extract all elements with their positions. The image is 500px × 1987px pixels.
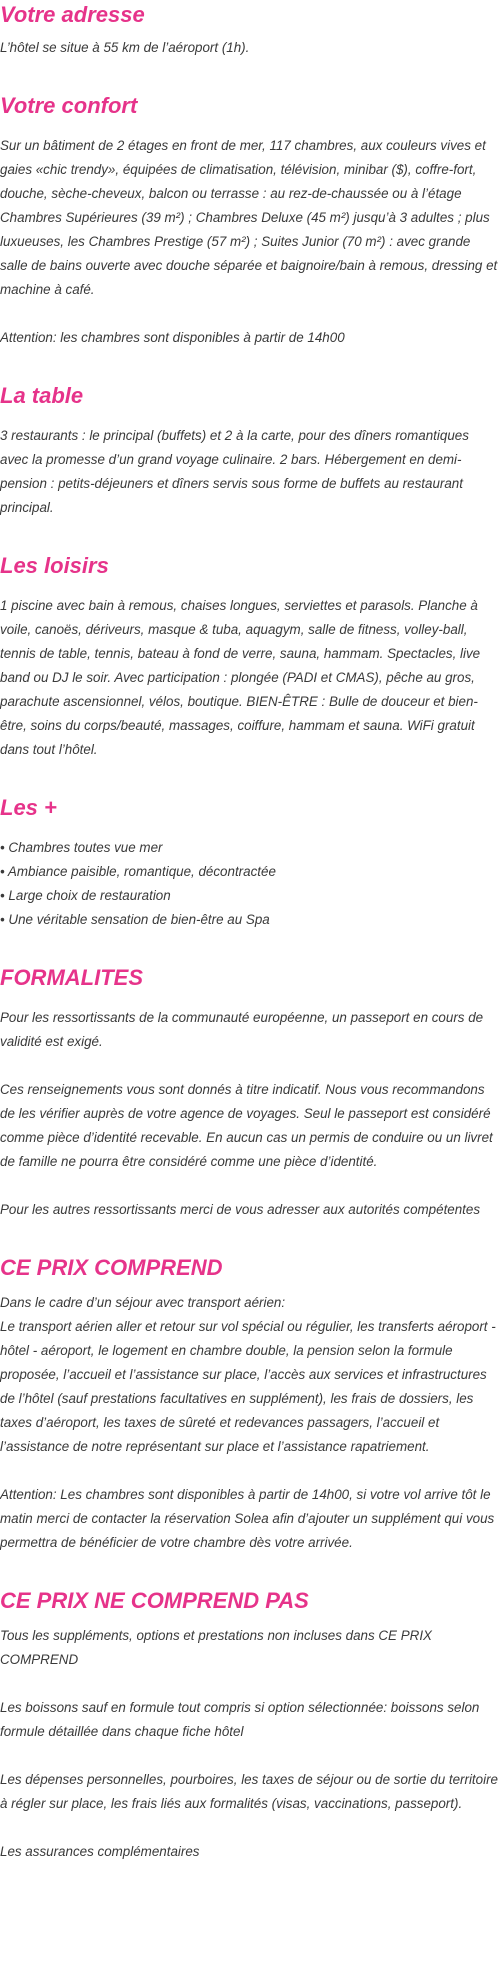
section-title-plus: Les +: [0, 795, 57, 820]
comprend-intro: Dans le cadre d’un séjour avec transport aérien:: [0, 1295, 286, 1310]
formalites-text-2: Ces renseignements vous sont donnés à titre indicatif. Nous vous recommandons de les vérifier auprès de votre agence de voyages. Seul le passeport est considéré comme pièce d’identité recevable. En aucun cas un permis de conduire ou un livret de famille ne pourra être considéré comme une pièce d’identité.: [0, 1082, 493, 1169]
formalites-text-1: Pour les ressortissants de la communauté européenne, un passeport en cours de validité est exigé.: [0, 1010, 484, 1049]
section-title-loisirs: Les loisirs: [0, 553, 109, 578]
plus-list: [0, 836, 500, 932]
adresse-text: L’hôtel se situe à 55 km de l’aéroport (1h).: [0, 40, 250, 55]
ne-comprend-text-2: Les boissons sauf en formule tout compris si option sélectionnée: boissons selon formule détaillée dans chaque fiche hôtel: [0, 1700, 480, 1739]
list-item: • Chambres toutes vue mer: [0, 836, 500, 860]
comprend-text: Le transport aérien aller et retour sur vol spécial ou régulier, les transferts aéroport - hôtel - aéroport, le logement en chambre double, la pension selon la formule proposée, l’accueil et l’assistance sur place, l’accès aux services et infrastructures de l’hôtel (sauf prestations facultatives en supplément), les frais de dossiers, les taxes d’aéroport, les taxes de sûreté et redevances passagers, l’accueil et l’assistance de notre représentant sur place et l’assistance rapatriement.: [0, 1319, 496, 1454]
section-title-table: La table: [0, 383, 84, 408]
section-title-formalites: FORMALITES: [0, 965, 143, 990]
list-item: • Ambiance paisible, romantique, décontractée: [0, 860, 500, 884]
section-title-adresse: Votre adresse: [0, 2, 145, 27]
list-item: • Large choix de restauration: [0, 884, 500, 908]
table-text: 3 restaurants : le principal (buffets) et 2 à la carte, pour des dîners romantiques avec la promesse d’un grand voyage culinaire. 2 bars. Hébergement en demi-pension : petits-déjeuners et dîners servis sous forme de buffets au restaurant principal.: [0, 428, 469, 515]
ne-comprend-text-3: Les dépenses personnelles, pourboires, les taxes de séjour ou de sortie du territoire à régler sur place, les frais liés aux formalités (visas, vaccinations, passeport).: [0, 1772, 498, 1811]
comprend-attention: Attention: Les chambres sont disponibles à partir de 14h00, si votre vol arrive tôt le matin merci de contacter la réservation Solea afin d’ajouter un supplément qui vous permettra de bénéficier de votre chambre dès votre arrivée.: [0, 1487, 495, 1550]
confort-attention: Attention: les chambres sont disponibles à partir de 14h00: [0, 330, 345, 345]
section-title-confort: Votre confort: [0, 93, 138, 118]
section-title-comprend: CE PRIX COMPREND: [0, 1255, 223, 1280]
ne-comprend-text-1: Tous les suppléments, options et prestations non incluses dans CE PRIX COMPREND: [0, 1628, 432, 1667]
confort-text: Sur un bâtiment de 2 étages en front de mer, 117 chambres, aux couleurs vives et gaies «chic trendy», équipées de climatisation, télévision, minibar ($), coffre-fort, douche, sèche-cheveux, balcon ou terrasse : au rez-de-chaussée ou à l’étage Chambres Supérieures (39 m²) ; Chambres Deluxe (45 m²) jusqu’à 3 adultes ; plus luxueuses, les Chambres Prestige (57 m²) ; Suites Junior (70 m²) : avec grande salle de bains ouverte avec douche séparée et baignoire/bain à remous, dressing et machine à café.: [0, 138, 498, 297]
loisirs-text: 1 piscine avec bain à remous, chaises longues, serviettes et parasols. Planche à voile, canoës, dériveurs, masque & tuba, aquagym, salle de fitness, volley-ball, tennis de table, tennis, bateau à fond de verre, sauna, hammam. Spectacles, live band ou DJ le soir. Avec participation : plongée (PADI et CMAS), pêche au gros, parachute ascensionnel, vélos, boutique. BIEN-ÊTRE : Bulle de douceur et bien-être, soins du corps/beauté, massages, coiffure, hammam et sauna. WiFi gratuit dans tout l’hôtel.: [0, 598, 481, 757]
formalites-text-3: Pour les autres ressortissants merci de vous adresser aux autorités compétentes: [0, 1202, 481, 1217]
ne-comprend-text-4: Les assurances complémentaires: [0, 1844, 200, 1859]
section-title-ne-comprend: CE PRIX NE COMPREND PAS: [0, 1588, 309, 1613]
list-item: • Une véritable sensation de bien-être au Spa: [0, 908, 500, 932]
